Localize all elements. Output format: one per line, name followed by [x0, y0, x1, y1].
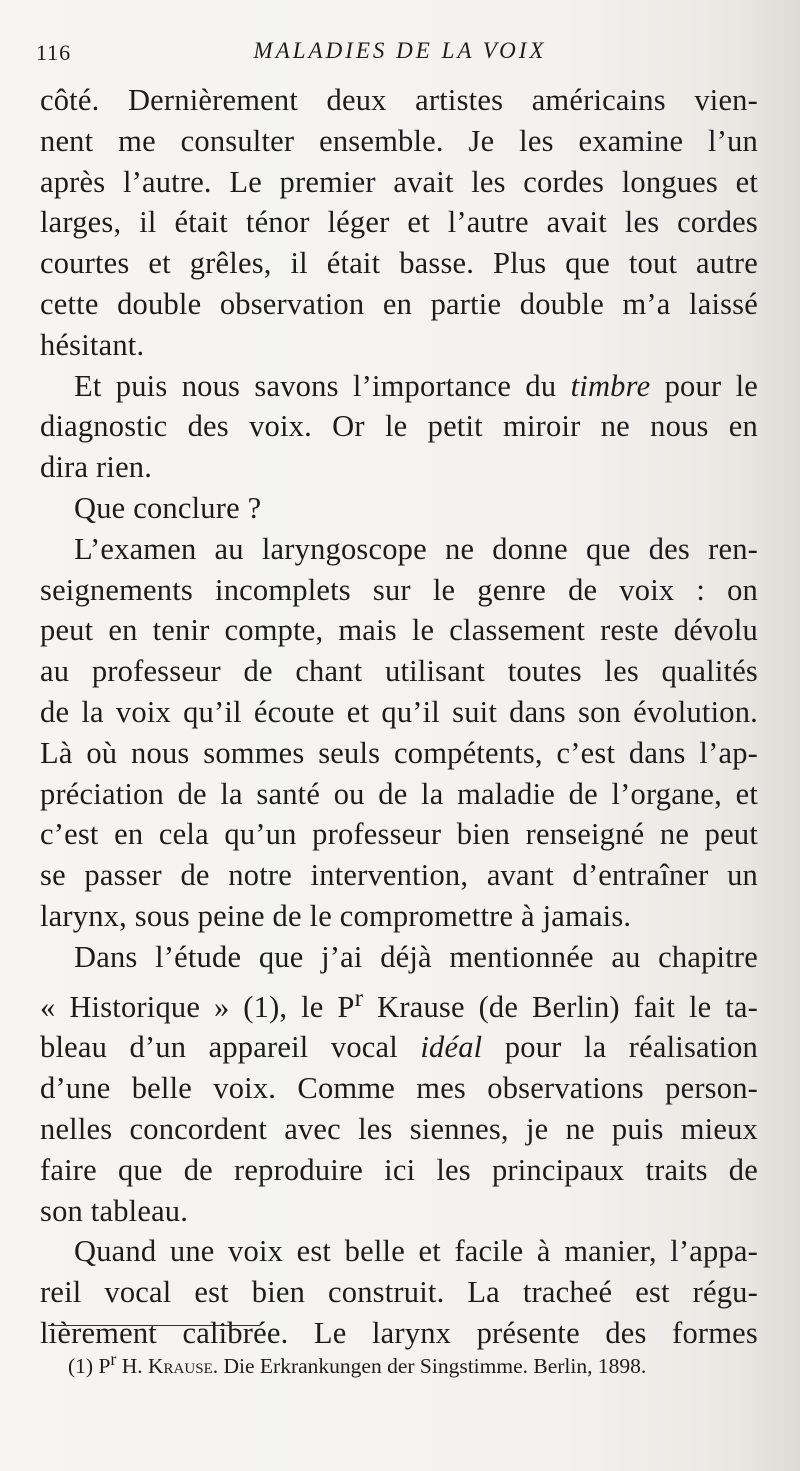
footnote-author: H. Krause. [121, 1354, 219, 1379]
text-line: c’est en cela qu’un professeur bien renseigné ne peut [40, 817, 758, 852]
text-line: Quand une voix est belle et facile à manier, l’appa- [74, 1234, 758, 1269]
text-line: L’examen au laryngoscope ne donne que des ren- [74, 531, 758, 566]
text-line: faire que de reproduire ici les principaux traits de [40, 1152, 758, 1187]
text-line: reil vocal est bien construit. La tracheé est régu- [40, 1275, 758, 1310]
text-fragment: bleau d’un appareil vocal [40, 1030, 421, 1065]
footnote-marker: (1) P [68, 1354, 111, 1379]
text-line [40, 978, 758, 1028]
footnote [68, 1349, 646, 1379]
text-fragment: pour la réalisation [482, 1030, 759, 1065]
text-line: préciation de la santé ou de la maladie de l’organe, et [40, 776, 758, 811]
text-line: courtes et grêles, il était basse. Plus que tout autre [40, 246, 758, 281]
text-line: d’une belle voix. Comme mes observations person- [40, 1071, 758, 1106]
text-line: nent me consulter ensemble. Je les examine l’un [40, 123, 758, 158]
text-line: son tableau. [40, 1193, 189, 1228]
text-line: larynx, sous peine de le compromettre à jamais. [40, 898, 632, 933]
emphasis-timbre: timbre [570, 368, 651, 403]
text-line: peut en tenir compte, mais le classement reste dévolu [40, 613, 758, 648]
text-line: hésitant. [40, 327, 145, 362]
text-line: lièrement calibrée. Le larynx présente des formes [40, 1316, 758, 1351]
body-text [40, 80, 758, 1354]
text-line: Là où nous sommes seuls compétents, c’est dans l’ap- [40, 735, 758, 770]
footnote-divider [48, 1325, 260, 1326]
text-line: au professeur de chant utilisant toutes les qualités [40, 654, 758, 689]
superscript: r [354, 983, 364, 1012]
emphasis-ideal: idéal [420, 1030, 483, 1065]
text-line: après l’autre. Le premier avait les cordes longues et [40, 164, 758, 199]
text-line: nelles concordent avec les siennes, je ne puis mieux [40, 1112, 758, 1147]
text-fragment: Krause (de Berlin) fait le ta- [363, 989, 758, 1024]
text-line [40, 1027, 758, 1068]
text-fragment: Et puis nous savons l’importance du [74, 368, 571, 403]
text-line: larges, il était ténor léger et l’autre avait les cordes [40, 205, 758, 240]
text-line: dira rien. [40, 450, 153, 485]
footnote-text: Die Erkrankungen der Singstimme. Berlin, 1898. [223, 1354, 647, 1379]
superscript: r [110, 1349, 117, 1369]
text-line: seignements incomplets sur le genre de voix : on [40, 572, 758, 607]
text-fragment: pour le [650, 368, 758, 403]
text-line: diagnostic des voix. Or le petit miroir ne nous en [40, 409, 758, 444]
text-line: Dans l’étude que j’ai déjà mentionnée au chapitre [74, 939, 758, 974]
running-title: MALADIES DE LA VOIX [253, 38, 547, 63]
text-line: se passer de notre intervention, avant d’entraîner un [40, 858, 758, 893]
page-number: 116 [36, 40, 72, 65]
text-line: cette double observation en partie double m’a laissé [40, 286, 758, 321]
text-line: de la voix qu’il écoute et qu’il suit dans son évolution. [40, 694, 758, 729]
text-line: Que conclure ? [74, 490, 262, 525]
text-line: côté. Dernièrement deux artistes américains vien- [40, 83, 758, 117]
text-line [40, 366, 758, 407]
text-fragment: « Historique » (1), le P [40, 989, 355, 1024]
